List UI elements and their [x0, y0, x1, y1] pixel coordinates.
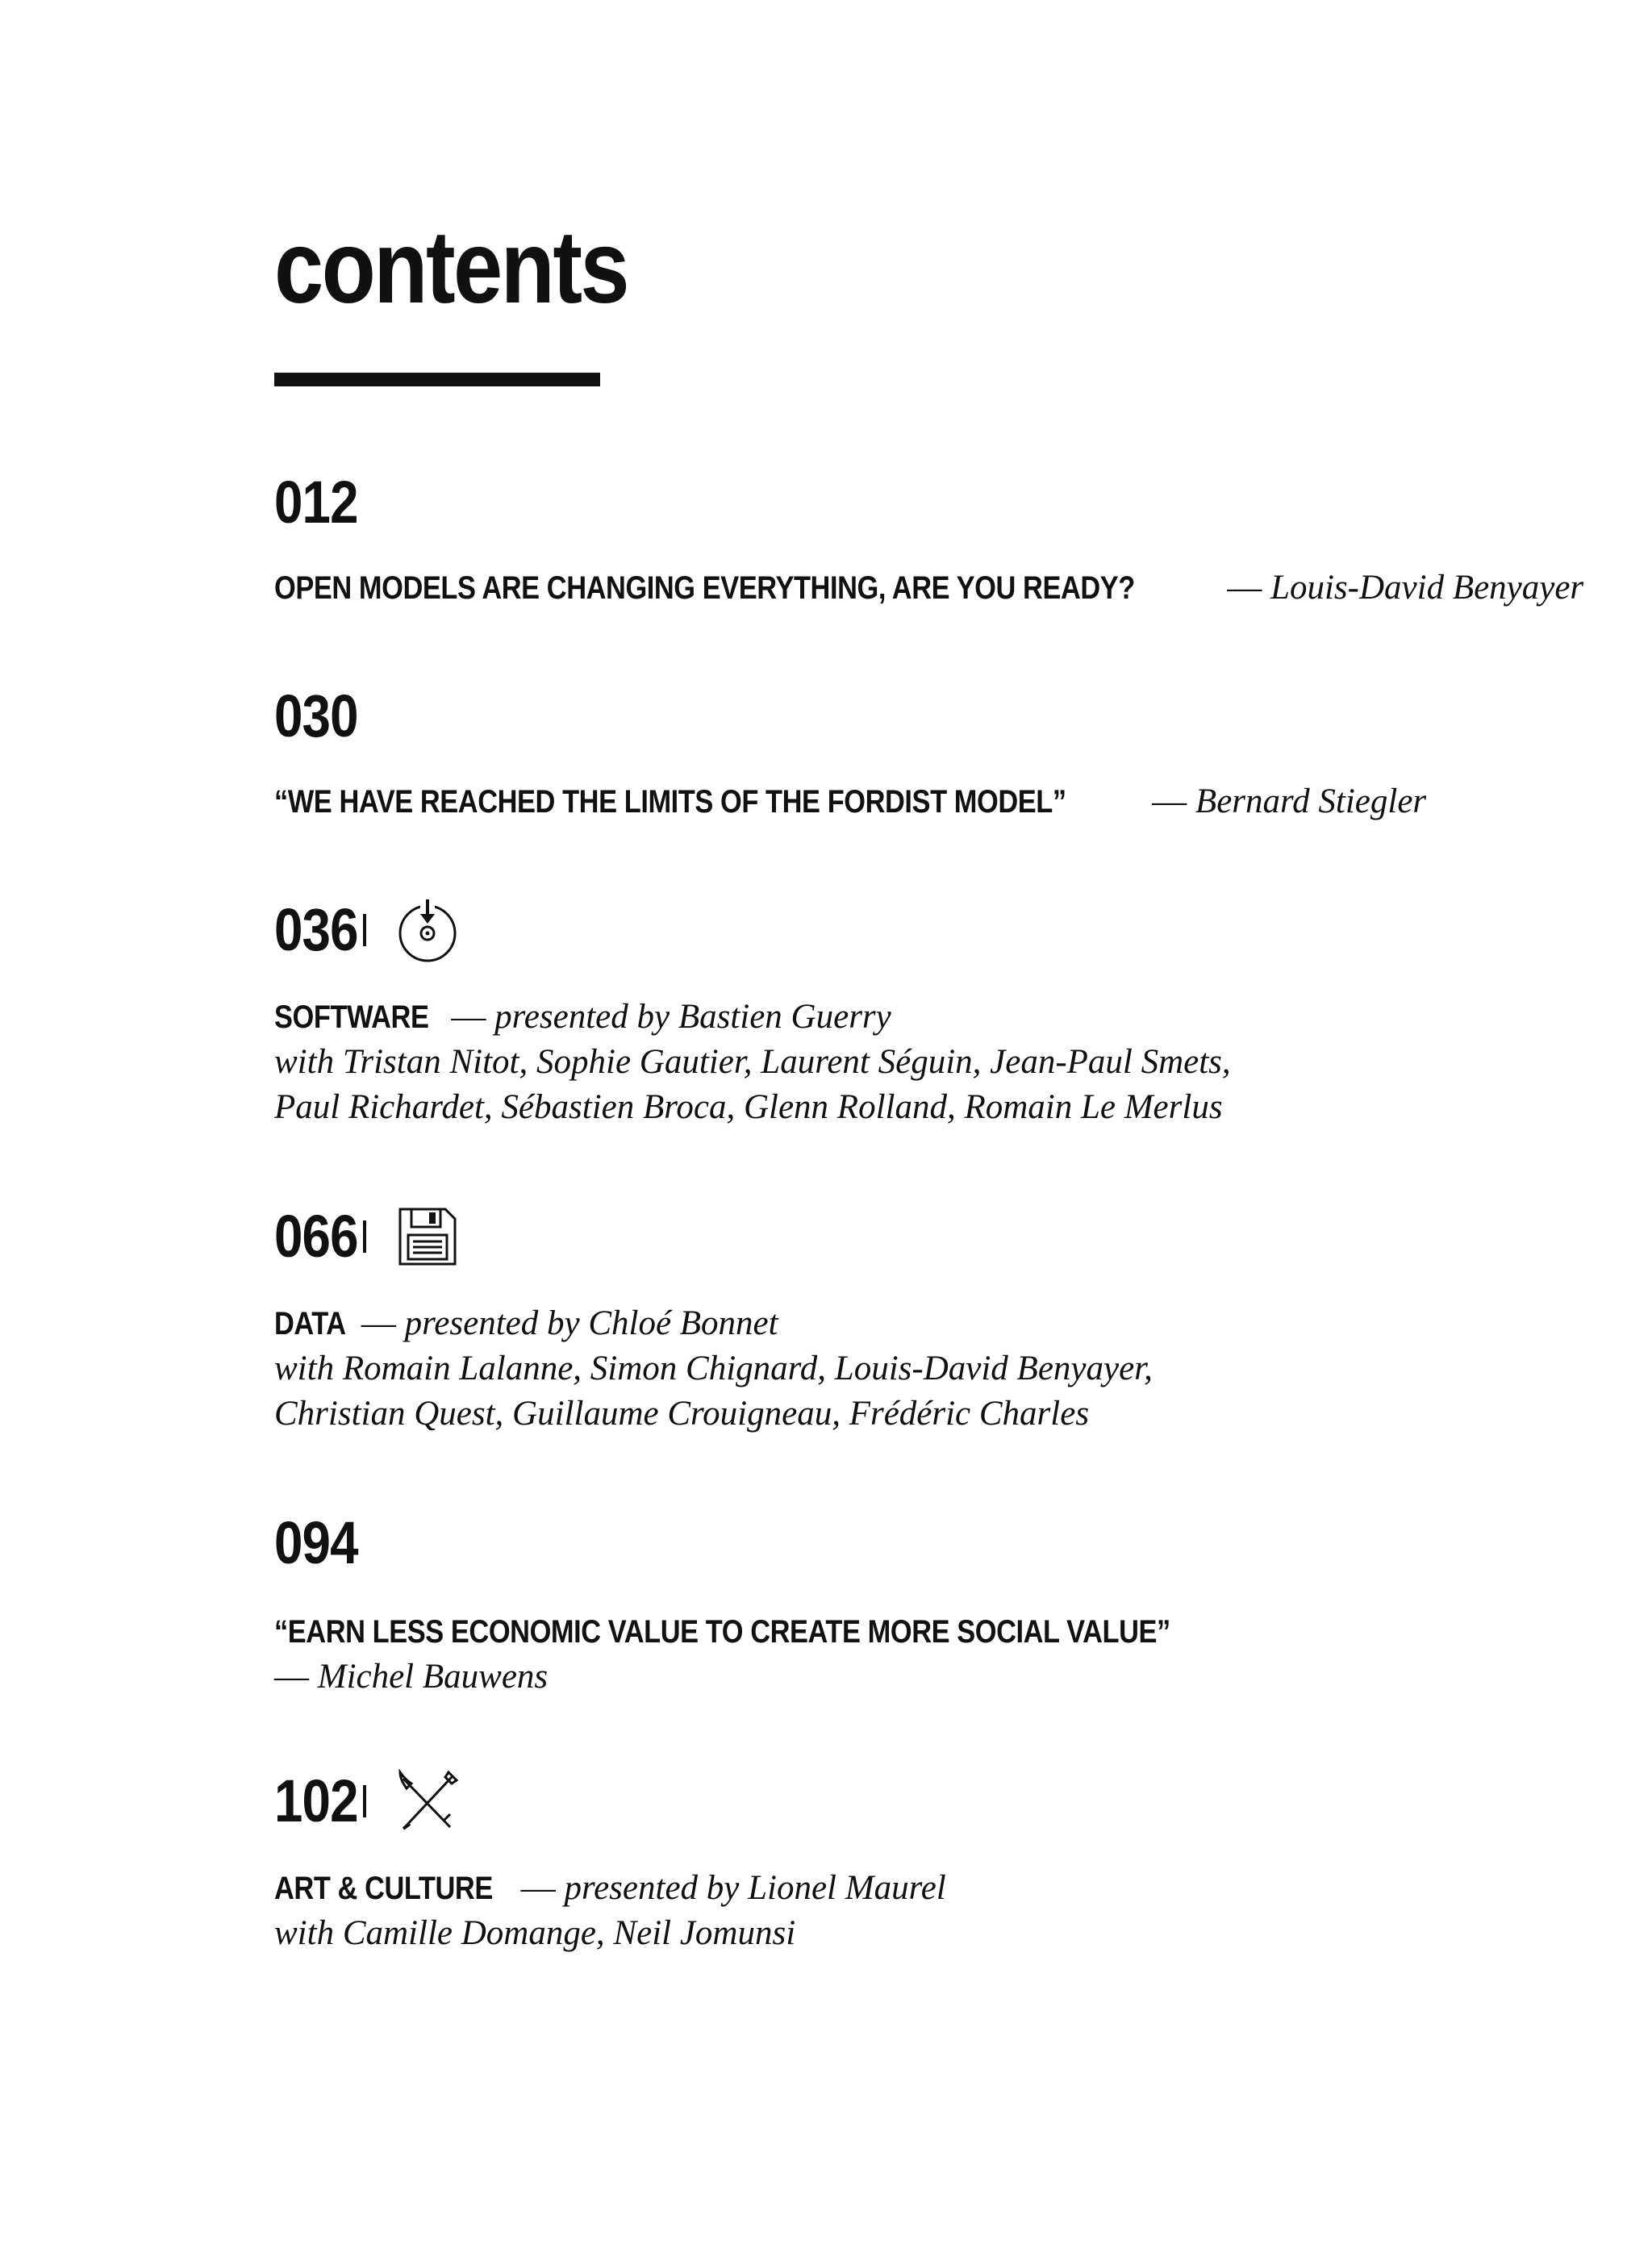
entry-description: [274, 995, 1629, 1130]
entry-author: Bernard Stiegler: [1195, 782, 1427, 820]
entry-presenter: presented by Lionel Maurel: [564, 1869, 946, 1907]
entry-number-row: [274, 1203, 1629, 1270]
entry-page-number: 012: [274, 469, 358, 536]
entry-heading: “WE HAVE REACHED THE LIMITS OF THE FORDIST MODEL”: [274, 784, 1066, 820]
entry-dash: —: [1227, 569, 1262, 607]
entry-dash: —: [361, 1304, 396, 1342]
entry-heading: DATA: [274, 1306, 346, 1341]
entry-heading: ART & CULTURE: [274, 1871, 493, 1906]
floppy-disk-icon: [395, 1204, 460, 1269]
entry-description: [274, 1866, 1629, 1956]
entry-description: [274, 779, 1629, 824]
toc-entry-066[interactable]: [274, 1203, 1629, 1437]
entry-page-number: 102: [274, 1767, 358, 1834]
entry-author: Louis-David Benyayer: [1270, 569, 1584, 607]
entry-presenter: presented by Bastien Guerry: [494, 998, 891, 1036]
toc-entry-012[interactable]: [274, 469, 1629, 611]
brush-pen-crossed-icon: [395, 1769, 460, 1834]
entry-heading: OPEN MODELS ARE CHANGING EVERYTHING, ARE YOU READY?: [274, 570, 1135, 606]
toc-entry-094[interactable]: [274, 1509, 1629, 1700]
entry-contributors-line-1: with Romain Lalanne, Simon Chignard, Louis-David Benyayer,: [274, 1350, 1153, 1387]
entry-author: Michel Bauwens: [317, 1658, 549, 1696]
entry-page-number: 036: [274, 896, 358, 963]
entry-description: [274, 1609, 1629, 1700]
entry-number-row: [274, 1767, 1629, 1834]
entry-dash: —: [274, 1658, 309, 1696]
entry-contributors-line-2: Paul Richardet, Sébastien Broca, Glenn Rolland, Romain Le Merlus: [274, 1088, 1223, 1126]
entry-presenter: presented by Chloé Bonnet: [404, 1304, 778, 1342]
title-underline: [274, 373, 600, 386]
entry-number-row: [274, 1509, 1629, 1576]
entry-dash: —: [520, 1869, 556, 1907]
number-divider: [363, 1220, 366, 1253]
entry-heading: “EARN LESS ECONOMIC VALUE TO CREATE MORE SOCIAL VALUE”: [274, 1614, 1170, 1650]
entry-page-number: 030: [274, 682, 358, 749]
entry-number-row: [274, 469, 1629, 536]
entry-dash: —: [1152, 782, 1187, 820]
number-divider: [363, 914, 366, 946]
number-divider: [363, 1785, 366, 1817]
entry-number-row: [274, 896, 1629, 963]
entry-contributors-line-2: Christian Quest, Guillaume Crouigneau, Frédéric Charles: [274, 1395, 1090, 1433]
toc-entry-102[interactable]: [274, 1767, 1629, 1956]
entry-dash: —: [451, 998, 486, 1036]
page-title: contents: [274, 210, 628, 325]
cd-download-icon: [395, 898, 460, 962]
entry-heading: SOFTWARE: [274, 999, 429, 1035]
entry-contributors-line-1: with Camille Domange, Neil Jomunsi: [274, 1914, 796, 1952]
entry-description: [274, 565, 1629, 611]
toc-entry-036[interactable]: [274, 896, 1629, 1130]
entry-number-row: [274, 682, 1629, 749]
entry-page-number: 094: [274, 1509, 358, 1576]
entry-contributors-line-1: with Tristan Nitot, Sophie Gautier, Laurent Séguin, Jean-Paul Smets,: [274, 1043, 1231, 1081]
entry-description: [274, 1301, 1629, 1437]
entry-page-number: 066: [274, 1203, 358, 1270]
toc-entry-030[interactable]: [274, 682, 1629, 824]
